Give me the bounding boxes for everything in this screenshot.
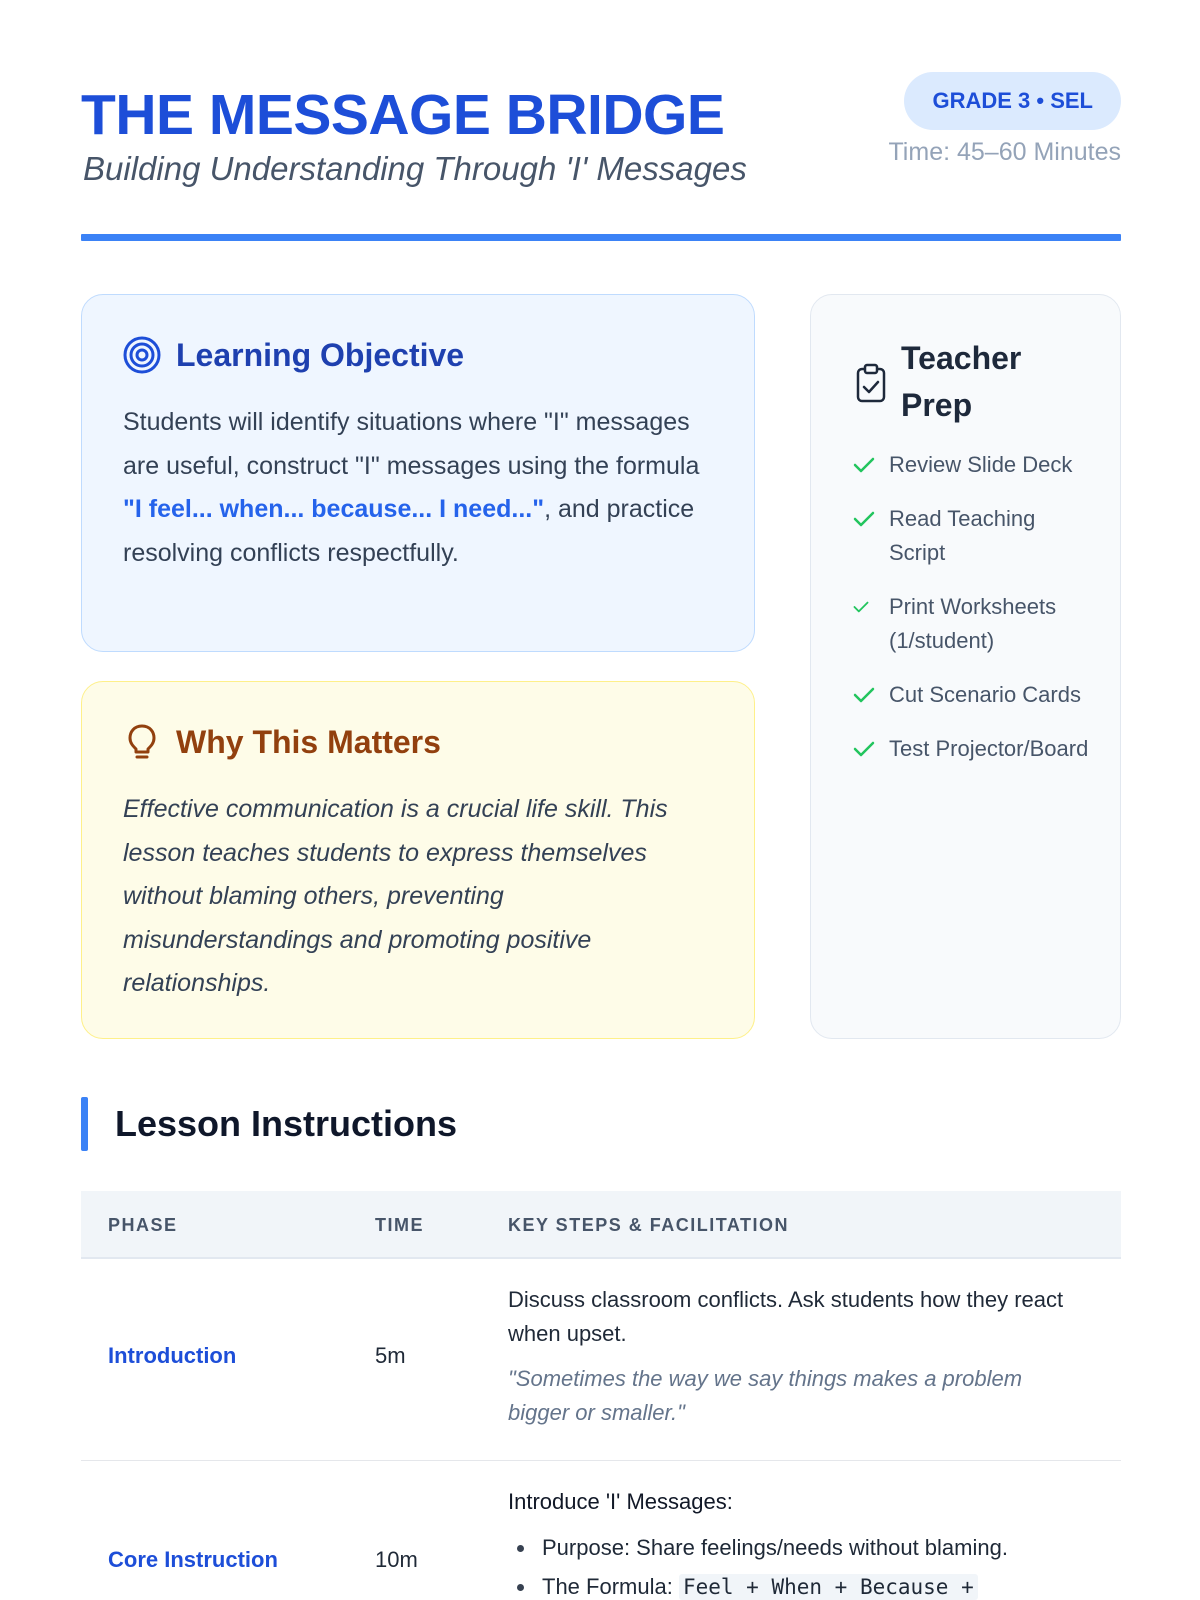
teacher-prep-header bbox=[853, 335, 1021, 429]
teacher-prep-title bbox=[901, 335, 1021, 429]
check-icon bbox=[853, 732, 875, 766]
learning-objective-text bbox=[123, 401, 713, 575]
header-divider bbox=[81, 234, 1121, 241]
learning-objective-title: Learning Objective bbox=[176, 336, 465, 373]
check-icon bbox=[853, 590, 875, 624]
objective-text-start: Students will identify situations where "I" messages are useful, construct "I" messages using the formula bbox=[123, 408, 700, 480]
column-header-time: TIME bbox=[375, 1214, 424, 1235]
prep-item-label: Print Worksheets (1/student) bbox=[889, 594, 1057, 653]
steps-text: Discuss classroom conflicts. Ask students how they react when upset. bbox=[508, 1287, 1064, 1346]
learning-objective-card bbox=[81, 294, 755, 652]
prep-item bbox=[853, 502, 1093, 570]
lightbulb-icon bbox=[122, 722, 162, 762]
prep-item-label: Test Projector/Board bbox=[889, 736, 1089, 761]
time-cell: 5m bbox=[375, 1343, 406, 1368]
steps-cell bbox=[508, 1485, 1088, 1600]
column-header-phase: PHASE bbox=[108, 1214, 178, 1235]
check-icon bbox=[853, 448, 875, 482]
clipboard-check-icon bbox=[853, 363, 889, 403]
steps-bullet: Purpose: Share feelings/needs without blaming. bbox=[508, 1531, 1088, 1565]
prep-item-label: Cut Scenario Cards bbox=[889, 682, 1081, 707]
header bbox=[81, 70, 1121, 240]
why-this-matters-header bbox=[122, 722, 441, 762]
section-accent-bar bbox=[81, 1097, 88, 1151]
prep-item bbox=[853, 678, 1093, 712]
lesson-instructions-heading bbox=[81, 1097, 457, 1151]
target-icon bbox=[122, 335, 162, 375]
prep-checklist bbox=[853, 448, 1093, 786]
prep-item bbox=[853, 448, 1093, 482]
steps-cell bbox=[508, 1283, 1088, 1430]
teacher-prep-title-line2: Prep bbox=[901, 387, 973, 423]
why-this-matters-title: Why This Matters bbox=[176, 723, 441, 760]
formula-label: The Formula: bbox=[542, 1574, 679, 1599]
why-this-matters-card bbox=[81, 681, 755, 1039]
steps-heading: Introduce 'I' Messages: bbox=[508, 1489, 733, 1514]
steps-bullet-list bbox=[508, 1531, 1088, 1600]
table-header bbox=[81, 1191, 1121, 1259]
phase-cell: Core Instruction bbox=[108, 1547, 278, 1572]
prep-item bbox=[853, 732, 1093, 766]
column-header-steps: KEY STEPS & FACILITATION bbox=[508, 1214, 790, 1235]
table-row bbox=[81, 1461, 1121, 1600]
prep-item-label: Review Slide Deck bbox=[889, 452, 1073, 477]
grade-badge: GRADE 3 • SEL bbox=[904, 72, 1121, 130]
objective-text-end: , and practice resolving conflicts respectfully. bbox=[123, 495, 695, 567]
table-row bbox=[81, 1259, 1121, 1461]
prep-item bbox=[853, 590, 1093, 658]
formula-code: Feel + When + Because + bbox=[679, 1574, 978, 1600]
check-icon bbox=[853, 502, 875, 536]
prep-item-label: Read Teaching Script bbox=[889, 506, 1036, 565]
page-title: THE MESSAGE BRIDGE bbox=[81, 83, 725, 147]
objective-formula: "I feel... when... because... I need..." bbox=[123, 495, 545, 523]
why-this-matters-text: Effective communication is a crucial life skill. This lesson teaches students to express themselves without blaming others, preventing misunderstandings and promoting positive relationships. bbox=[123, 795, 668, 997]
page-subtitle: Building Understanding Through 'I' Messages bbox=[83, 150, 747, 187]
section-title: Lesson Instructions bbox=[115, 1103, 458, 1144]
lesson-table bbox=[81, 1191, 1121, 1600]
teacher-prep-title-line1: Teacher bbox=[901, 340, 1022, 376]
time-cell: 10m bbox=[375, 1547, 418, 1572]
teacher-prep-card bbox=[810, 294, 1121, 1039]
time-label: Time: 45–60 Minutes bbox=[888, 138, 1121, 166]
learning-objective-header bbox=[122, 335, 464, 375]
phase-cell: Introduction bbox=[108, 1343, 237, 1368]
check-icon bbox=[853, 678, 875, 712]
facilitation-quote: "Sometimes the way we say things makes a problem bigger or smaller." bbox=[508, 1366, 1023, 1425]
steps-bullet bbox=[508, 1570, 1088, 1600]
